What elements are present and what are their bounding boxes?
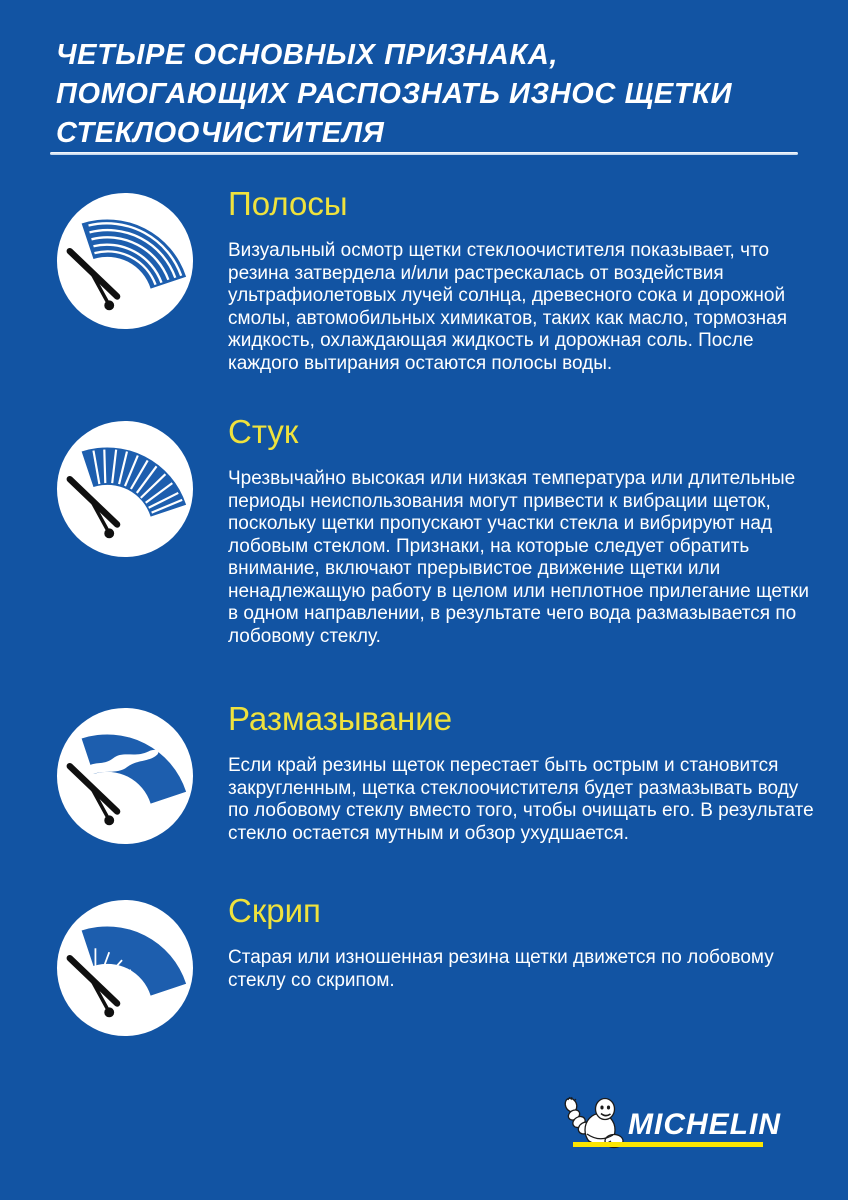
page-title-line-1: ЧЕТЫРЕ ОСНОВНЫХ ПРИЗНАКА,	[56, 39, 559, 71]
section-body: Чрезвычайно высокая или низкая температура или длительные периоды неиспользования могут привести к вибрации щеток, поскольку щетки пропускают участки стекла и вибрируют над лобовым стеклом. Признаки, на которые следует обратить внимание, включают прерывистое движение щетки или ненадлежащую работу в целом или неплотное прилегание щетки в одном направлении, в результате чего вода размазывается по лобовому стеклу.	[228, 468, 809, 647]
section-body: Если край резины щеток перестает быть острым и становится закругленным, щетка стеклоочистителя будет размазывать воду по лобовому стеклу вместо того, чтобы очищать его. В результате стекло остается мутным и обзор ухудшается.	[228, 755, 814, 844]
section-title: Полосы	[228, 185, 348, 222]
header-divider	[50, 152, 798, 155]
wiper-chatter-icon	[56, 420, 194, 558]
wiper-smear-icon	[56, 707, 194, 845]
page-title-line-2: ПОМОГАЮЩИХ РАСПОЗНАТЬ ИЗНОС ЩЕТКИ	[56, 78, 733, 110]
wiper-squeak-icon	[56, 899, 194, 1037]
section-chatter	[0, 413, 848, 647]
section-body: Старая или изношенная резина щетки движется по лобовому стеклу со скрипом.	[228, 947, 774, 991]
section-streaks	[0, 185, 848, 374]
section-title: Стук	[228, 413, 299, 450]
michelin-logo	[560, 1094, 810, 1164]
section-title: Скрип	[228, 892, 321, 929]
section-squeak	[0, 892, 848, 991]
wiper-streaks-icon	[56, 192, 194, 330]
section-title: Размазывание	[228, 700, 453, 737]
section-smear	[0, 700, 848, 844]
michelin-wordmark: MICHELIN	[628, 1108, 781, 1141]
michelin-underline	[573, 1142, 763, 1147]
page-title	[56, 36, 816, 153]
section-body: Визуальный осмотр щетки стеклоочистителя показывает, что резина затвердела и/или растрескалась от воздействия ультрафиолетовых лучей солнца, древесного сока и дорожной смолы, автомобильных химикатов, таких как масло, тормозная жидкость, охлаждающая жидкость и дорожная соль. После каждого вытирания остаются полосы воды.	[228, 240, 788, 374]
page-title-line-3: СТЕКЛООЧИСТИТЕЛЯ	[56, 117, 385, 149]
